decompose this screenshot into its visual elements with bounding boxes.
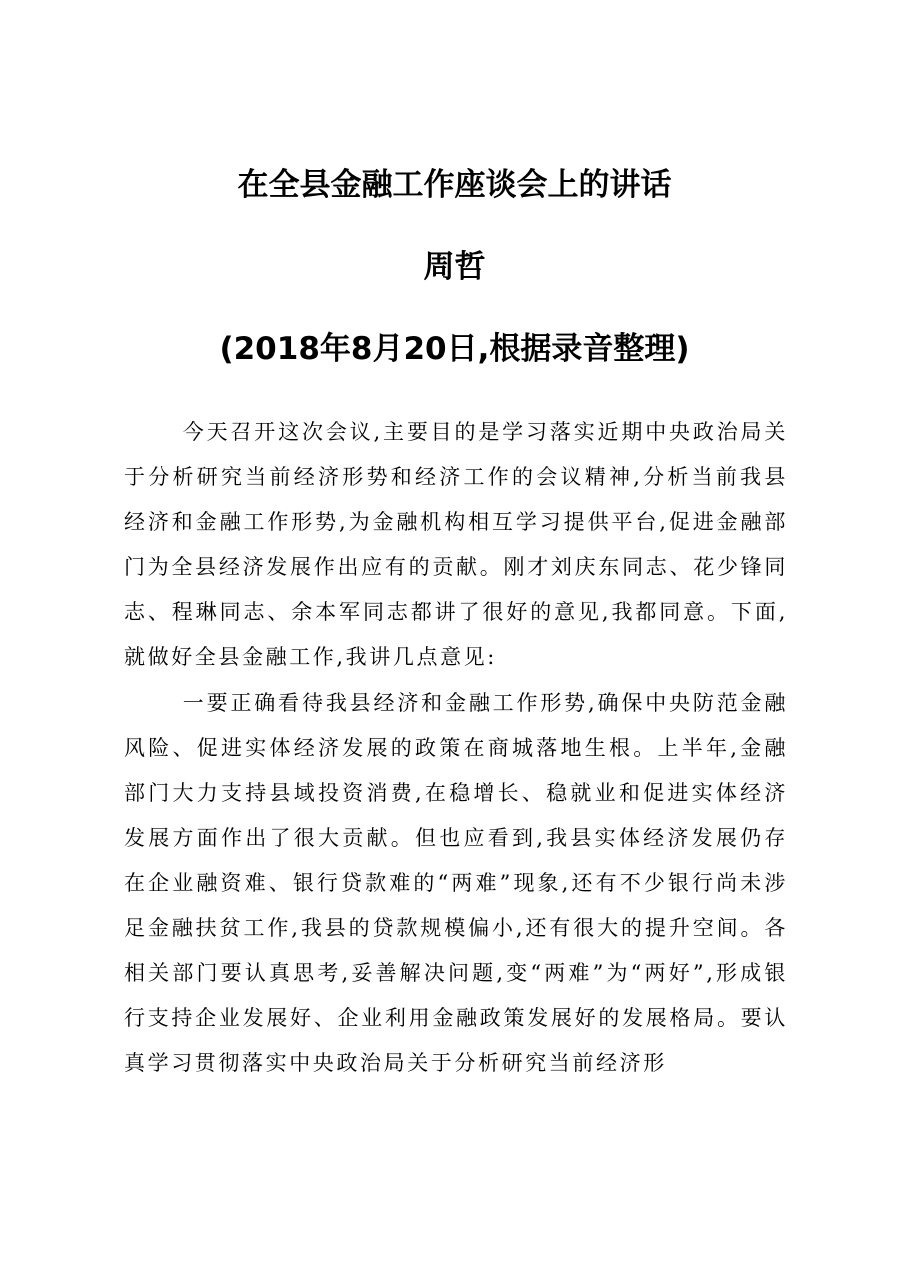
paragraph: 一要正确看待我县经济和金融工作形势,确保中央防范金融风险、促进实体经济发展的政策在商城落地生根。上半年,金融部门大力支持县域投资消费,在稳增长、稳就业和促进实体经济发展方面作出了很大贡献。但也应看到,我县实体经济发展仍存在企业融资难、银行贷款难的“两难”现象,还有不少银行尚未涉足金融扶贫工作,我县的贷款规模偏小,还有很大的提升空间。各相关部门要认真思考,妥善解决问题,变“两难”为“两好”,形成银行支持企业发展好、企业利用金融政策发展好的发展格局。要认真学习贯彻落实中央政治局关于分析研究当前经济形 xyxy=(124,690,788,1076)
author-name: 周哲 xyxy=(423,249,486,285)
paragraph: 今天召开这次会议,主要目的是学习落实近期中央政治局关于分析研究当前经济形势和经济工作的会议精神,分析当前我县经济和金融工作形势,为金融机构相互学习提供平台,促进金融部门为全县经济发展作出应有的贡献。刚才刘庆东同志、花少锋同志、程琳同志、余本军同志都讲了很好的意见,我都同意。下面,就做好全县金融工作,我讲几点意见: xyxy=(124,420,788,670)
date-note: (2018年8月20日,根据录音整理) xyxy=(219,331,690,367)
document-title: 在全县金融工作座谈会上的讲话 xyxy=(237,167,672,203)
speech-body xyxy=(124,410,788,1086)
